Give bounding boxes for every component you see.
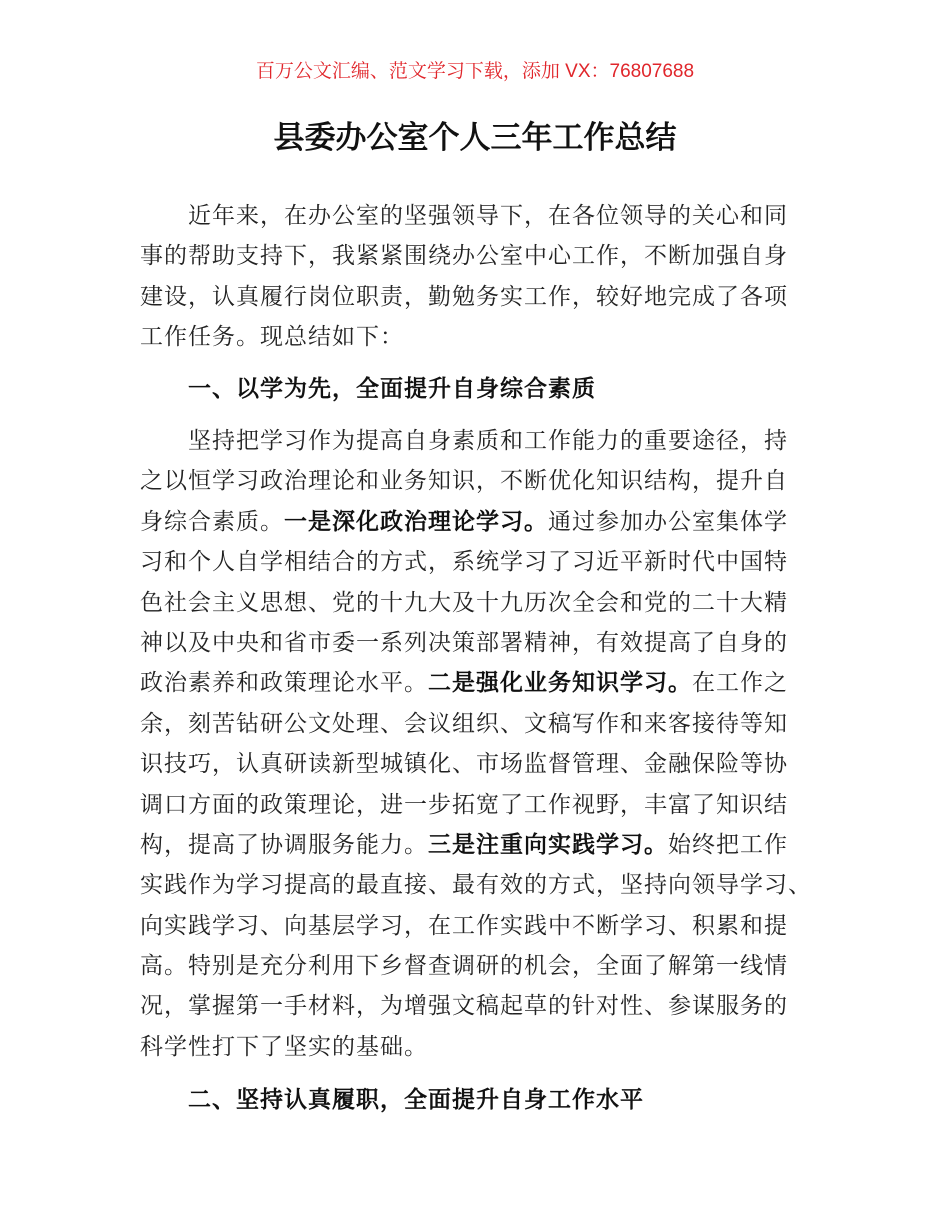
text-line <box>140 461 840 501</box>
text-line <box>140 986 840 1026</box>
text-line <box>140 277 840 317</box>
paragraph-study <box>140 421 840 1067</box>
text-line <box>140 946 840 986</box>
text-line <box>140 906 840 946</box>
text-segment: 向实践学习、向基层学习，在工作实践中不断学习、积累和提 <box>140 912 788 939</box>
text-segment: 坚持把学习作为提高自身素质和工作能力的重要途径，持 <box>188 428 788 454</box>
text-segment: 高。特别是充分利用下乡督查调研的机会，全面了解第一线情 <box>140 953 788 980</box>
text-segment: 在工作之 <box>692 670 788 697</box>
text-segment: 调口方面的政策理论，进一步拓宽了工作视野，丰富了知识结 <box>140 791 788 818</box>
text-segment: 习和个人自学相结合的方式，系统学习了习近平新时代中国特 <box>140 549 788 576</box>
text-segment: 事的帮助支持下，我紧紧围绕办公室中心工作，不断加强自身 <box>140 243 788 270</box>
section-heading-2: 二、坚持认真履职，全面提升自身工作水平 <box>188 1086 644 1113</box>
text-segment: 余，刻苦钻研公文处理、会议组织、文稿写作和来客接待等知 <box>140 710 788 737</box>
text-line <box>140 317 840 357</box>
watermark-banner: 百万公文汇编、范文学习下载，添加 VX：76807688 <box>255 61 695 82</box>
text-segment: 政治素养和政策理论水平。 <box>140 670 428 697</box>
text-line <box>140 744 840 784</box>
text-line <box>140 785 840 825</box>
text-line <box>140 865 840 905</box>
text-segment: 识技巧，认真研读新型城镇化、市场监督管理、金融保险等协 <box>140 751 788 778</box>
text-segment: 之以恒学习政治理论和业务知识，不断优化知识结构，提升自 <box>140 468 788 495</box>
text-segment: 近年来，在办公室的坚强领导下，在各位领导的关心和同 <box>188 203 788 229</box>
text-segment: 况，掌握第一手材料，为增强文稿起草的针对性、参谋服务的 <box>140 993 788 1020</box>
bold-lead-phrase: 三是注重向实践学习。 <box>428 830 668 858</box>
text-line <box>140 542 840 582</box>
text-line <box>140 623 840 663</box>
section-heading-1: 一、以学为先，全面提升自身综合素质 <box>188 375 596 402</box>
text-line <box>140 1027 840 1067</box>
text-line <box>140 704 840 744</box>
text-segment: 建设，认真履行岗位职责，勤勉务实工作，较好地完成了各项 <box>140 283 788 310</box>
paragraph-intro <box>140 196 840 358</box>
document-title: 县委办公室个人三年工作总结 <box>273 120 677 155</box>
text-line <box>140 236 840 276</box>
text-line <box>140 502 840 542</box>
text-segment: 色社会主义思想、党的十九大及十九历次全会和党的二十大精 <box>140 589 788 616</box>
bold-lead-phrase: 一是深化政治理论学习。 <box>284 507 548 535</box>
text-segment: 工作任务。现总结如下： <box>140 324 404 351</box>
text-line <box>140 196 840 236</box>
text-segment: 实践作为学习提高的最直接、最有效的方式，坚持向领导学习、 <box>140 872 812 899</box>
text-segment: 始终把工作 <box>668 831 788 858</box>
text-segment: 身综合素质。 <box>140 508 284 535</box>
text-segment: 构，提高了协调服务能力。 <box>140 831 428 858</box>
text-line <box>140 421 840 461</box>
bold-lead-phrase: 二是强化业务知识学习。 <box>428 669 692 697</box>
text-segment: 通过参加办公室集体学 <box>548 508 788 535</box>
text-line <box>140 663 840 703</box>
text-segment: 神以及中央和省市委一系列决策部署精神，有效提高了自身的 <box>140 629 788 656</box>
text-line <box>140 825 840 865</box>
text-segment: 科学性打下了坚实的基础。 <box>140 1033 428 1060</box>
text-line <box>140 583 840 623</box>
